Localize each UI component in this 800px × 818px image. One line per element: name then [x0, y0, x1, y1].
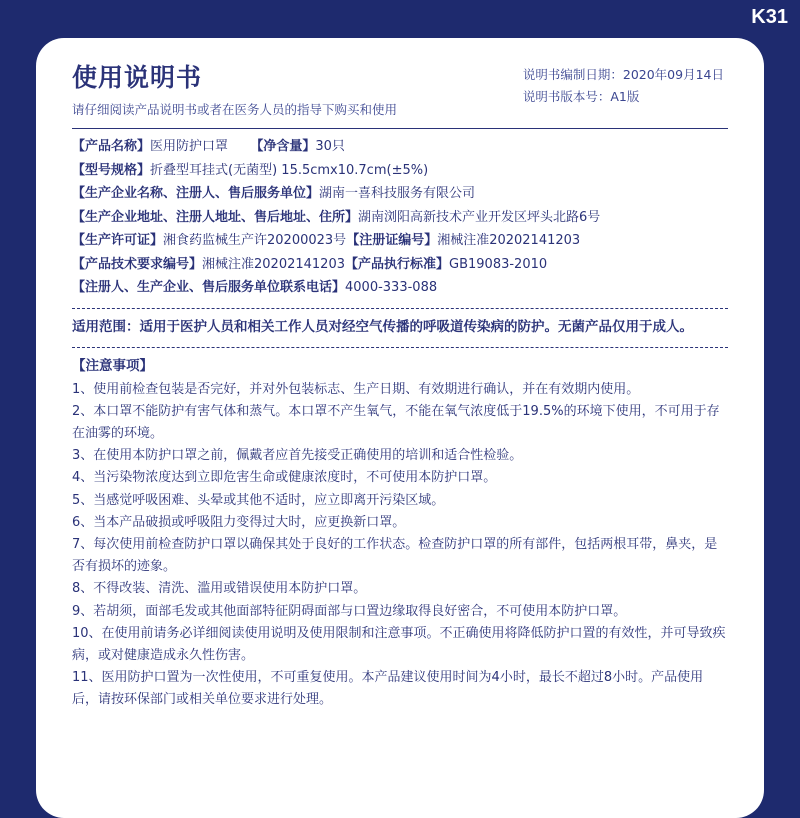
product-name-value: 医用防护口罩	[150, 139, 229, 154]
tech-req-value: 湘械注准20202141203	[202, 256, 345, 272]
note-item: 11、医用防护口置为一次性使用，不可重复使用。本产品建议使用时间为4小时，最长不超过8小时。产品使用后，请按环保部门或相关单位要求进行处理。	[72, 670, 704, 708]
compile-date: 说明书编制日期：2020年09月14日	[522, 67, 724, 82]
standard-label: 【产品执行标准】	[345, 256, 450, 272]
note-item: 3、在使用本防护口罩之前，佩戴者应首先接受正确使用的培训和适合性检验。	[72, 448, 523, 464]
standard-value: GB19083-2010	[449, 256, 548, 272]
note-item: 9、若胡须，面部毛发或其他面部特征阴碍面部与口置边缘取得良好密合，不可使用本防护口罩。	[72, 603, 627, 619]
header-left	[72, 54, 397, 118]
scope-of-application: 适用范围：适用于医护人员和相关工作人员对经空气传播的呼吸道传染病的防护。无菌产品仅用于成人。	[72, 318, 693, 335]
info-row-maker	[72, 182, 728, 206]
address-label: 【生产企业地址、注册人地址、售后地址、住所】	[72, 209, 359, 225]
info-row-address	[72, 206, 728, 230]
registration-value: 湘械注准20202141203	[437, 233, 581, 248]
header-divider	[72, 128, 728, 129]
note-item: 4、当污染物浓度达到立即危害生命或健康浓度时，不可使用本防护口罩。	[72, 470, 497, 486]
note-item: 1、使用前检查包装是否完好，并对外包装标志、生产日期、有效期进行确认，并在有效期内使用。	[72, 381, 640, 397]
license-value: 湘食药监械生产许20200023号	[163, 233, 347, 248]
page-title: 使用说明书	[72, 63, 203, 92]
net-content-label: 【净含量】	[250, 139, 316, 154]
dashed-divider-1	[72, 308, 728, 309]
product-name-label: 【产品名称】	[72, 139, 151, 154]
note-item: 10、在使用前请务必详细阅读使用说明及使用限制和注意事项。不正确使用将降低防护口置的有效性，并可导致疾病，或对健康造成永久性伤害。	[72, 625, 726, 663]
info-row-license	[72, 229, 728, 253]
model-value: 折叠型耳挂式(无菌型) 15.5cmx10.7cm(±5%)	[150, 162, 429, 178]
phone-value: 4000-333-088	[345, 280, 438, 295]
dashed-divider-2	[72, 347, 728, 348]
info-row-phone	[72, 276, 728, 300]
info-row-standard	[72, 253, 728, 277]
instruction-card	[36, 38, 764, 818]
maker-label: 【生产企业名称、注册人、售后服务单位】	[72, 186, 320, 201]
note-item: 2、本口罩不能防护有害气体和蒸气。本口罩不产生氧气，不能在氧气浓度低于19.5%的环境下使用，不可用于存在油雾的环境。	[72, 403, 720, 441]
page-subtitle: 请仔细阅读产品说明书或者在医务人员的指导下购买和使用	[72, 102, 398, 117]
notes-title: 【注意事项】	[72, 357, 153, 374]
info-row-model	[72, 159, 728, 183]
maker-value: 湖南一喜科技服务有限公司	[319, 186, 476, 201]
note-item: 5、当感觉呼吸困难、头晕或其他不适时，应立即离开污染区域。	[72, 492, 445, 508]
tech-req-label: 【产品技术要求编号】	[72, 256, 203, 272]
address-value: 湖南浏阳高新技术产业开发区坪头北路6号	[358, 209, 601, 225]
model-label: 【型号规格】	[72, 162, 151, 178]
registration-label: 【注册证编号】	[346, 233, 438, 248]
notes-list	[72, 379, 728, 712]
note-item: 6、当本产品破损或呼吸阻力变得过大时，应更换新口罩。	[72, 514, 406, 530]
version-number: 说明书版本号：A1版	[522, 89, 640, 104]
header-meta	[523, 64, 728, 108]
phone-label: 【注册人、生产企业、售后服务单位联系电话】	[72, 280, 346, 295]
note-item: 7、每次使用前检查防护口罩以确保其处于良好的工作状态。检查防护口罩的所有部件，包括两根耳带，鼻夹，是否有损坏的迹象。	[72, 536, 718, 575]
product-info	[72, 135, 728, 300]
header	[72, 54, 728, 118]
license-label: 【生产许可证】	[72, 233, 164, 248]
note-item: 8、不得改装、清洗、滥用或错误使用本防护口罩。	[72, 581, 367, 597]
info-row-name	[72, 135, 728, 159]
page-code-badge: K31	[751, 6, 788, 28]
net-content-value: 30只	[315, 139, 345, 154]
